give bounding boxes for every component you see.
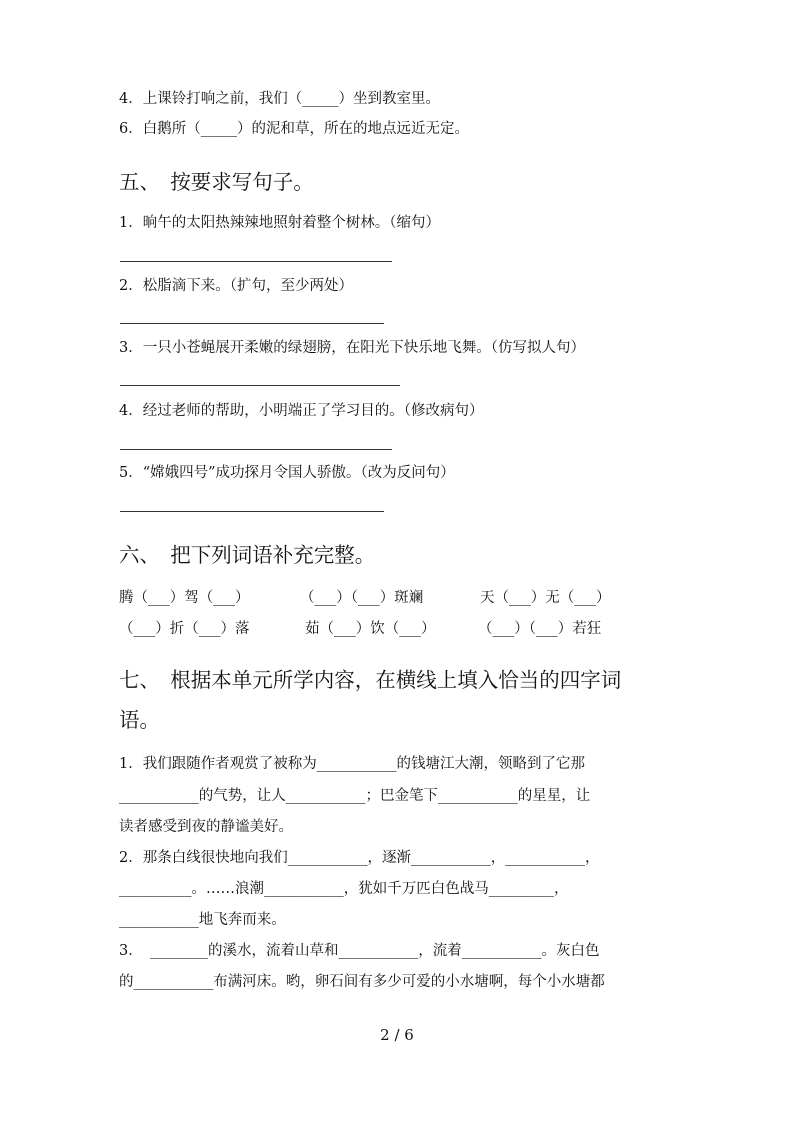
paragraph-line: __________。……浪潮___________，犹如千万匹白色战马_________， xyxy=(119,881,569,897)
word-blank[interactable]: 茹（___）饮（___） xyxy=(305,621,436,637)
question-item: 4．上课铃打响之前，我们（_____）坐到教室里。 xyxy=(119,91,440,107)
paragraph-line: 2．那条白线很快地向我们___________，逐渐___________，___________， xyxy=(119,850,600,866)
question-item: 2．松脂滴下来。（扩句，至少两处） xyxy=(119,278,353,294)
answer-line[interactable] xyxy=(120,511,384,512)
answer-line[interactable] xyxy=(120,385,400,386)
section-heading-continued: 语。 xyxy=(119,708,160,732)
answer-line[interactable] xyxy=(120,323,384,324)
answer-line[interactable] xyxy=(120,261,392,262)
section-heading: 七、 根据本单元所学内容，在横线上填入恰当的四字词 xyxy=(119,668,622,692)
section-heading: 六、 把下列词语补充完整。 xyxy=(119,543,376,567)
paragraph-line: 1．我们跟随作者观赏了被称为___________的钱塘江大潮，领略到了它那 xyxy=(119,756,585,772)
word-blank[interactable]: 腾（___）驾（___） xyxy=(119,590,250,606)
paragraph-line: 读者感受到夜的静谧美好。 xyxy=(119,819,293,835)
answer-line[interactable] xyxy=(120,449,392,450)
question-item: 3．一只小苍蝇展开柔嫩的绿翅膀，在阳光下快乐地飞舞。（仿写拟人句） xyxy=(119,340,585,356)
question-item: 5．“嫦娥四号”成功探月令国人骄傲。（改为反问句） xyxy=(119,465,455,481)
word-blank[interactable]: （___）（___）斑斓 xyxy=(300,590,424,606)
word-blank[interactable]: （___）（___）若狂 xyxy=(478,621,602,637)
paragraph-line: 3． ________的溪水，流着山草和___________，流着___________。灰白色 xyxy=(119,943,600,959)
section-heading: 五、 按要求写句子。 xyxy=(119,170,314,194)
paragraph-line: ___________地飞奔而来。 xyxy=(119,912,286,928)
paragraph-line: 的___________布满河床。哟，卵石间有多少可爱的小水塘啊，每个小水塘都 xyxy=(119,974,605,990)
word-blank[interactable]: （___）折（___）落 xyxy=(119,621,250,637)
question-item: 6．白鹅所（_____）的泥和草，所在的地点远近无定。 xyxy=(119,121,469,137)
word-blank[interactable]: 天（___）无（___） xyxy=(480,590,611,606)
question-item: 4．经过老师的帮助，小明端正了学习目的。（修改病句） xyxy=(119,403,484,419)
question-item: 1．晌午的太阳热辣辣地照射着整个树林。（缩句） xyxy=(119,215,440,231)
page-number: 2 / 6 xyxy=(380,1026,414,1044)
paragraph-line: ___________的气势，让人___________；巴金笔下___________的星星，让 xyxy=(119,788,591,804)
